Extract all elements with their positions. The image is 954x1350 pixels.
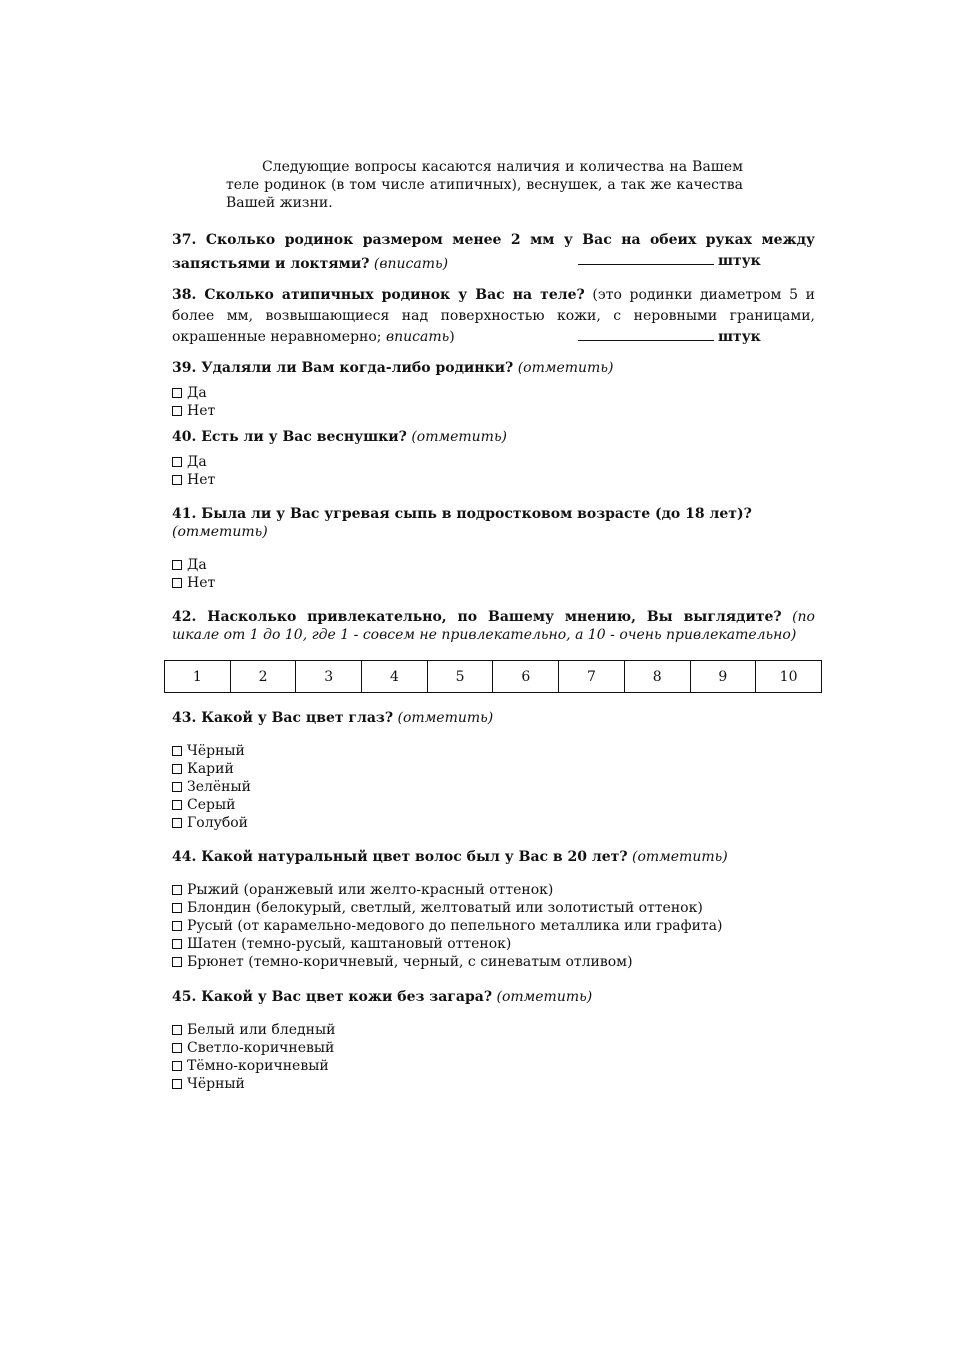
- checkbox[interactable]: [172, 1025, 182, 1035]
- question-42-hint: (по шкале от 1 до 10, где 1 - совсем не привлекательно, а 10 - очень привлекательно): [172, 609, 815, 643]
- scale-cell-10[interactable]: 10: [756, 661, 822, 693]
- checkbox[interactable]: [172, 764, 182, 774]
- checkbox[interactable]: [172, 800, 182, 810]
- question-40-options: [172, 453, 215, 489]
- option-label: Нет: [187, 575, 216, 591]
- scale-cell-6[interactable]: 6: [493, 661, 559, 693]
- scale-cell-1[interactable]: 1: [165, 661, 231, 693]
- option-blue[interactable]: [172, 814, 251, 832]
- option-label: Чёрный: [187, 1076, 245, 1092]
- option-no[interactable]: [172, 402, 215, 420]
- option-black-skin[interactable]: [172, 1075, 335, 1093]
- question-38-note: (это родинки диаметром 5 и более мм, возвышающиеся над поверхностью кожи, с неровными границами, окрашенные неравномерно;: [172, 287, 815, 345]
- question-43: [172, 709, 815, 727]
- option-brown[interactable]: [172, 760, 251, 778]
- question-39-options: [172, 384, 215, 420]
- scale-cell-7[interactable]: 7: [559, 661, 625, 693]
- question-45: [172, 988, 815, 1006]
- option-label: Карий: [187, 761, 234, 777]
- option-yes[interactable]: [172, 453, 215, 471]
- question-43-title: 43. Какой у Вас цвет глаз?: [172, 710, 394, 726]
- question-38-answer[interactable]: [578, 328, 761, 346]
- option-label: Рыжий (оранжевый или желто-красный оттенок): [187, 882, 554, 898]
- question-44: [172, 848, 815, 866]
- question-41-options: [172, 556, 215, 592]
- option-dark-brown-skin[interactable]: [172, 1057, 335, 1075]
- question-40-title: 40. Есть ли у Вас веснушки?: [172, 429, 407, 445]
- question-39-title: 39. Удаляли ли Вам когда-либо родинки?: [172, 360, 514, 376]
- question-43-options: [172, 742, 251, 832]
- option-label: Голубой: [187, 815, 249, 831]
- attractiveness-scale: [164, 660, 822, 693]
- question-38-blank-line[interactable]: [578, 339, 714, 341]
- checkbox[interactable]: [172, 782, 182, 792]
- scale-cell-8[interactable]: 8: [624, 661, 690, 693]
- question-39-hint: (отметить): [517, 360, 614, 376]
- checkbox[interactable]: [172, 957, 182, 967]
- checkbox[interactable]: [172, 475, 182, 485]
- option-yes[interactable]: [172, 556, 215, 574]
- option-no[interactable]: [172, 574, 215, 592]
- checkbox[interactable]: [172, 406, 182, 416]
- checkbox[interactable]: [172, 1043, 182, 1053]
- option-no[interactable]: [172, 471, 215, 489]
- option-yes[interactable]: [172, 384, 215, 402]
- question-40: [172, 428, 815, 446]
- question-44-title: 44. Какой натуральный цвет волос был у Вас в 20 лет?: [172, 849, 628, 865]
- question-45-hint: (отметить): [496, 989, 593, 1005]
- question-43-hint: (отметить): [397, 710, 494, 726]
- question-37-answer[interactable]: [578, 252, 761, 270]
- scale-cell-5[interactable]: 5: [427, 661, 493, 693]
- option-blond[interactable]: [172, 899, 723, 917]
- scale-cell-9[interactable]: 9: [690, 661, 756, 693]
- question-44-hint: (отметить): [632, 849, 728, 865]
- question-41: [172, 505, 815, 541]
- checkbox[interactable]: [172, 1079, 182, 1089]
- option-label: Шатен (темно-русый, каштановый оттенок): [187, 936, 512, 952]
- option-label: Чёрный: [187, 743, 245, 759]
- question-42: [172, 608, 815, 644]
- checkbox[interactable]: [172, 939, 182, 949]
- checkbox[interactable]: [172, 921, 182, 931]
- intro-paragraph: Следующие вопросы касаются наличия и количества на Вашем теле родинок (в том числе атипичных), веснушек, а так же качества Вашей жизни.: [226, 159, 743, 211]
- question-42-title: 42. Насколько привлекательно, по Вашему мнению, Вы выглядите?: [172, 609, 782, 625]
- option-label: Брюнет (темно-коричневый, черный, с синеватым отливом): [187, 954, 633, 970]
- option-label: Зелёный: [187, 779, 251, 795]
- question-44-options: [172, 881, 723, 971]
- question-37-blank-line[interactable]: [578, 263, 714, 265]
- option-label: Да: [187, 385, 207, 401]
- scale-cell-4[interactable]: 4: [362, 661, 428, 693]
- question-38-unit: штук: [718, 329, 761, 345]
- question-38-hint: вписать: [385, 329, 450, 345]
- checkbox[interactable]: [172, 818, 182, 828]
- checkbox[interactable]: [172, 903, 182, 913]
- checkbox[interactable]: [172, 578, 182, 588]
- option-grey[interactable]: [172, 796, 251, 814]
- checkbox[interactable]: [172, 560, 182, 570]
- checkbox[interactable]: [172, 457, 182, 467]
- option-light-brown[interactable]: [172, 917, 723, 935]
- option-label: Серый: [187, 797, 236, 813]
- scale-cell-2[interactable]: 2: [230, 661, 296, 693]
- option-white[interactable]: [172, 1021, 335, 1039]
- option-label: Белый или бледный: [187, 1022, 336, 1038]
- option-label: Нет: [187, 472, 216, 488]
- option-brunette[interactable]: [172, 953, 723, 971]
- option-light-brown-skin[interactable]: [172, 1039, 335, 1057]
- option-red[interactable]: [172, 881, 723, 899]
- option-black[interactable]: [172, 742, 251, 760]
- question-45-options: [172, 1021, 335, 1093]
- question-38-close-paren: ): [449, 329, 455, 345]
- question-45-title: 45. Какой у Вас цвет кожи без загара?: [172, 989, 493, 1005]
- option-label: Светло-коричневый: [187, 1040, 335, 1056]
- question-37-unit: штук: [718, 253, 761, 269]
- option-label: Тёмно-коричневый: [187, 1058, 329, 1074]
- question-41-hint: (отметить): [172, 524, 268, 540]
- option-label: Да: [187, 454, 207, 470]
- question-37-title: 37. Сколько родинок размером менее 2 мм у Вас на обеих руках между запястьями и локтями?: [172, 232, 815, 272]
- option-green[interactable]: [172, 778, 251, 796]
- question-41-title: 41. Была ли у Вас угревая сыпь в подростковом возрасте (до 18 лет)?: [172, 506, 752, 522]
- checkbox[interactable]: [172, 885, 182, 895]
- question-40-hint: (отметить): [411, 429, 508, 445]
- checkbox[interactable]: [172, 746, 182, 756]
- option-label: Блондин (белокурый, светлый, желтоватый или золотистый оттенок): [187, 900, 703, 916]
- question-38-title: 38. Сколько атипичных родинок у Вас на теле?: [172, 287, 585, 303]
- option-label: Русый (от карамельно-медового до пепельного металлика или графита): [187, 918, 723, 934]
- question-39: [172, 359, 815, 377]
- checkbox[interactable]: [172, 1061, 182, 1071]
- option-label: Нет: [187, 403, 216, 419]
- option-label: Да: [187, 557, 207, 573]
- checkbox[interactable]: [172, 388, 182, 398]
- scale-cell-3[interactable]: 3: [296, 661, 362, 693]
- question-37-hint: (вписать): [373, 256, 449, 272]
- option-chestnut[interactable]: [172, 935, 723, 953]
